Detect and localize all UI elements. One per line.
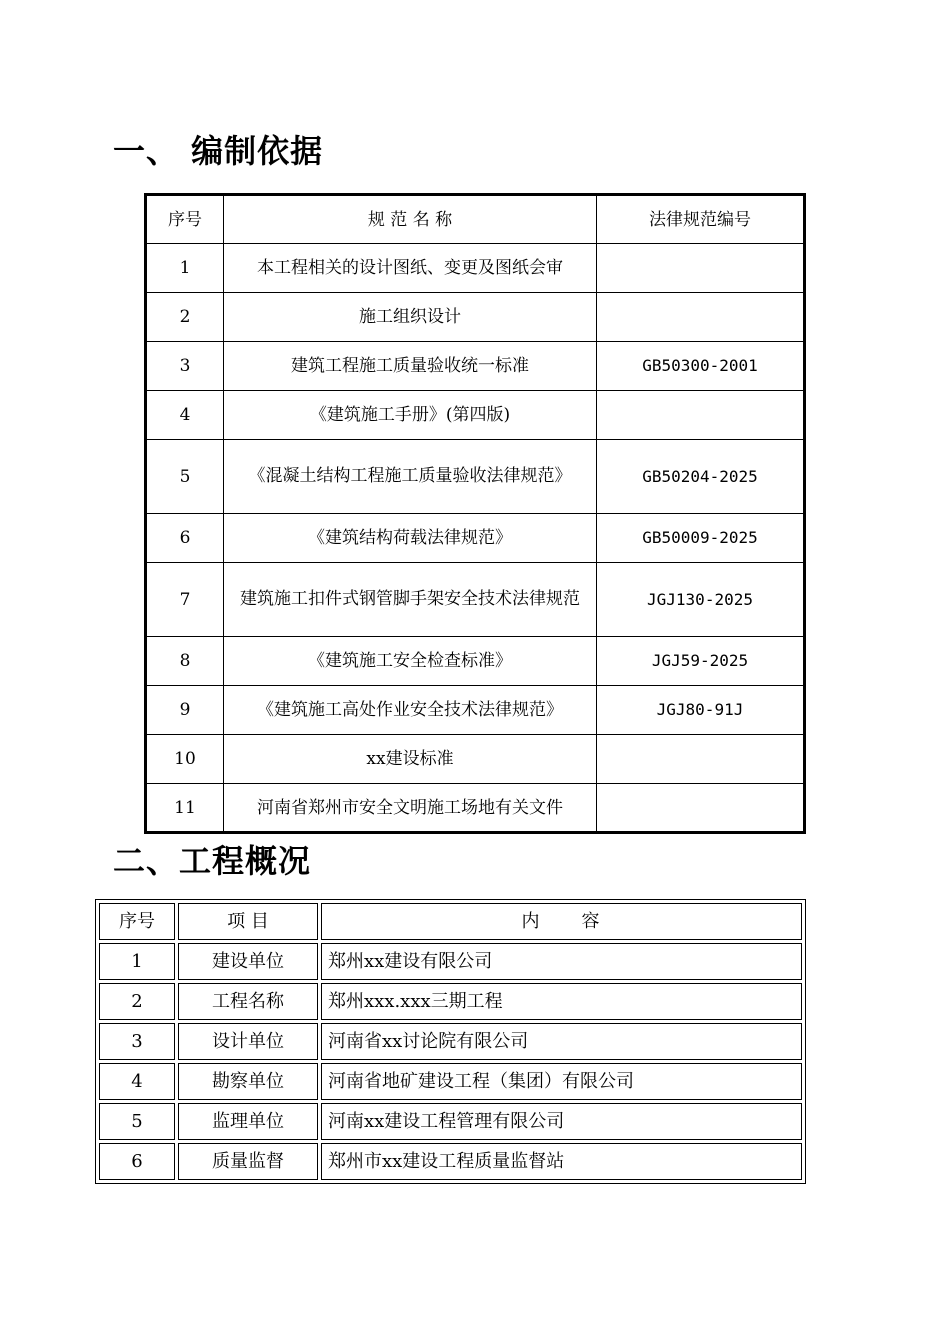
basis-table [144,193,806,834]
item-label: 设计单位 [178,1023,318,1060]
item-content: 郑州xx建设有限公司 [321,943,802,980]
table-row [99,1103,802,1140]
row-number: 6 [99,1143,175,1180]
table-row [146,784,805,833]
table-row [99,943,802,980]
row-number: 11 [146,784,224,833]
standard-code: GB50009-2025 [597,514,805,563]
table-row [146,563,805,637]
standard-name: xx建设标准 [224,735,597,784]
header-cell: 法律规范编号 [597,195,805,244]
row-number: 5 [146,440,224,514]
item-content: 郑州市xx建设工程质量监督站 [321,1143,802,1180]
item-label: 建设单位 [178,943,318,980]
row-number: 6 [146,514,224,563]
table-row [99,983,802,1020]
table-row [99,1023,802,1060]
row-number: 4 [99,1063,175,1100]
item-content: 河南省地矿建设工程（集团）有限公司 [321,1063,802,1100]
table-row [99,1143,802,1180]
table-row [146,735,805,784]
row-number: 7 [146,563,224,637]
standard-code [597,784,805,833]
table-row [146,514,805,563]
standard-code: JGJ80-91J [597,686,805,735]
standard-name: 《建筑施工安全检查标准》 [224,637,597,686]
header-cell: 内 容 [321,903,802,940]
table-header-row [146,195,805,244]
standard-name: 建筑工程施工质量验收统一标准 [224,342,597,391]
standard-name: 本工程相关的设计图纸、变更及图纸会审 [224,244,597,293]
table-row [146,244,805,293]
item-label: 工程名称 [178,983,318,1020]
standard-code [597,293,805,342]
row-number: 10 [146,735,224,784]
table-row [146,440,805,514]
row-number: 2 [99,983,175,1020]
standard-code: GB50204-2025 [597,440,805,514]
standard-code: JGJ130-2025 [597,563,805,637]
header-cell: 序号 [99,903,175,940]
item-label: 质量监督 [178,1143,318,1180]
row-number: 1 [99,943,175,980]
overview-table [95,899,806,1184]
row-number: 2 [146,293,224,342]
standard-name: 施工组织设计 [224,293,597,342]
item-content: 郑州xxx.xxx三期工程 [321,983,802,1020]
item-content: 河南省xx讨论院有限公司 [321,1023,802,1060]
section-2-heading: 二、工程概况 [113,842,312,880]
table-row [146,686,805,735]
header-cell: 序号 [146,195,224,244]
table-row [146,637,805,686]
row-number: 5 [99,1103,175,1140]
row-number: 8 [146,637,224,686]
table-row [99,1063,802,1100]
standard-code [597,735,805,784]
table-row [146,342,805,391]
standard-code [597,391,805,440]
table-row [146,293,805,342]
standard-name: 《建筑施工手册》(第四版) [224,391,597,440]
header-cell: 规 范 名 称 [224,195,597,244]
standard-code [597,244,805,293]
table-header-row [99,903,802,940]
item-label: 勘察单位 [178,1063,318,1100]
row-number: 4 [146,391,224,440]
table-row [146,391,805,440]
standard-name: 《建筑结构荷载法律规范》 [224,514,597,563]
row-number: 3 [146,342,224,391]
header-cell: 项 目 [178,903,318,940]
row-number: 3 [99,1023,175,1060]
standard-name: 建筑施工扣件式钢管脚手架安全技术法律规范 [224,563,597,637]
standard-name: 《建筑施工高处作业安全技术法律规范》 [224,686,597,735]
standard-code: GB50300-2001 [597,342,805,391]
row-number: 9 [146,686,224,735]
standard-name: 河南省郑州市安全文明施工场地有关文件 [224,784,597,833]
item-label: 监理单位 [178,1103,318,1140]
standard-code: JGJ59-2025 [597,637,805,686]
row-number: 1 [146,244,224,293]
item-content: 河南xx建设工程管理有限公司 [321,1103,802,1140]
section-1-heading: 一、 编制依据 [113,132,324,170]
standard-name: 《混凝土结构工程施工质量验收法律规范》 [224,440,597,514]
